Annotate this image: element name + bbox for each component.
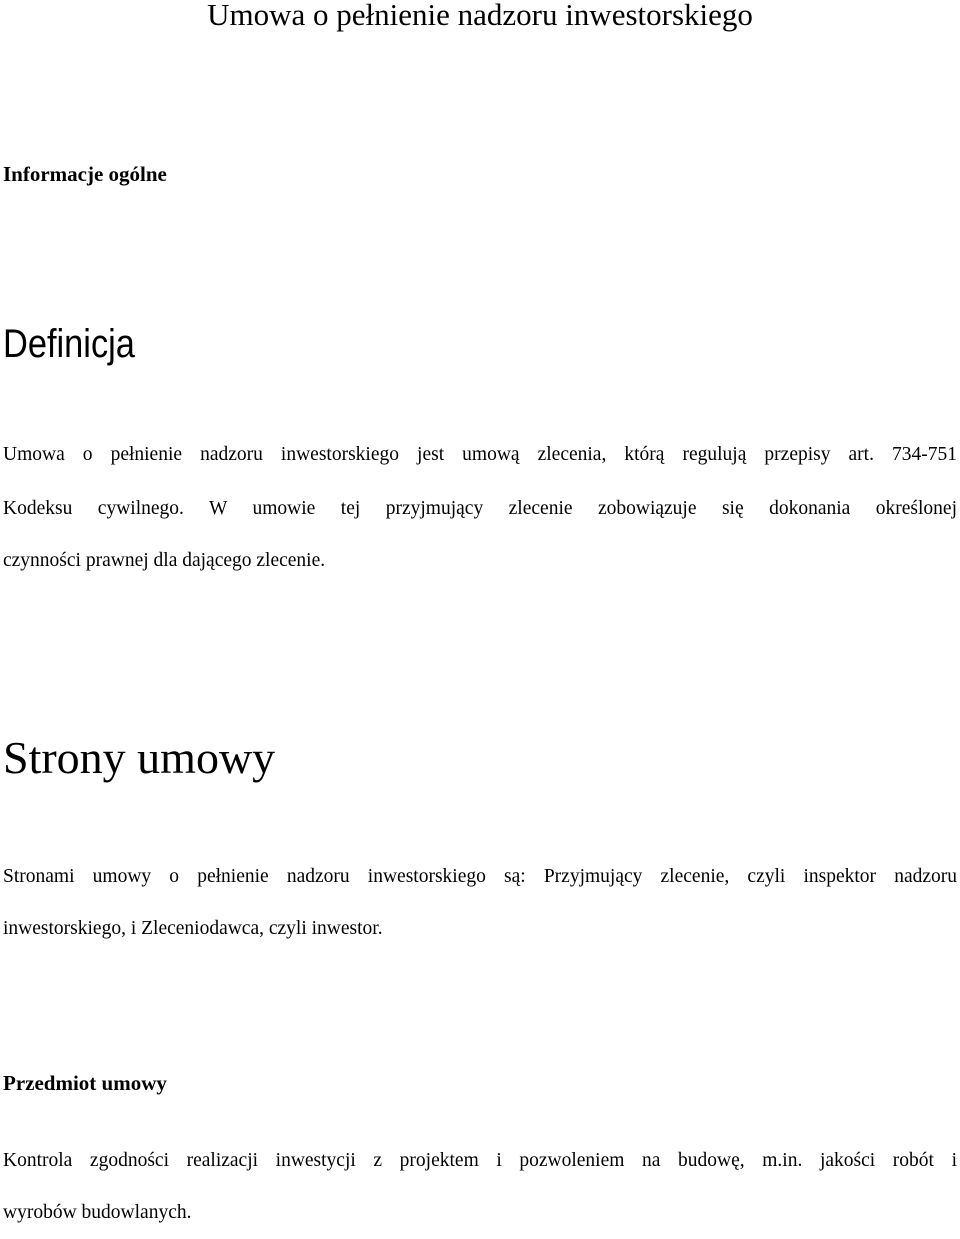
section-heading-general-info: Informacje ogólne [3,162,167,186]
document-title: Umowa o pełnienie nadzoru inwestorskiego [207,0,753,32]
definition-paragraph [3,433,957,587]
section-heading-subject: Przedmiot umowy [3,1071,167,1095]
subject-paragraph [3,1135,957,1227]
subject-line-1: Kontrola zgodności realizacji inwestycji z projektem i pozwoleniem na budowę, m.in. jakości robót i [3,1150,957,1171]
definition-line-2: Kodeksu cywilnego. W umowie tej przyjmujący zlecenie zobowiązuje się dokonania określonej [3,498,957,519]
parties-line-2: inwestorskiego, i Zleceniodawca, czyli inwestor. [3,918,383,939]
definition-line-1: Umowa o pełnienie nadzoru inwestorskiego jest umową zlecenia, którą regulują przepisy art. 734-751 [3,444,957,465]
section-heading-definition: Definicja [3,322,135,366]
section-heading-parties: Strony umowy [3,732,276,783]
definition-line-3: czynności prawnej dla dającego zlecenie. [3,550,326,571]
parties-paragraph [3,851,957,955]
parties-line-1: Stronami umowy o pełnienie nadzoru inwestorskiego są: Przyjmujący zlecenie, czyli inspektor nadzoru [3,866,957,887]
subject-line-2: wyrobów budowlanych. [3,1202,192,1223]
